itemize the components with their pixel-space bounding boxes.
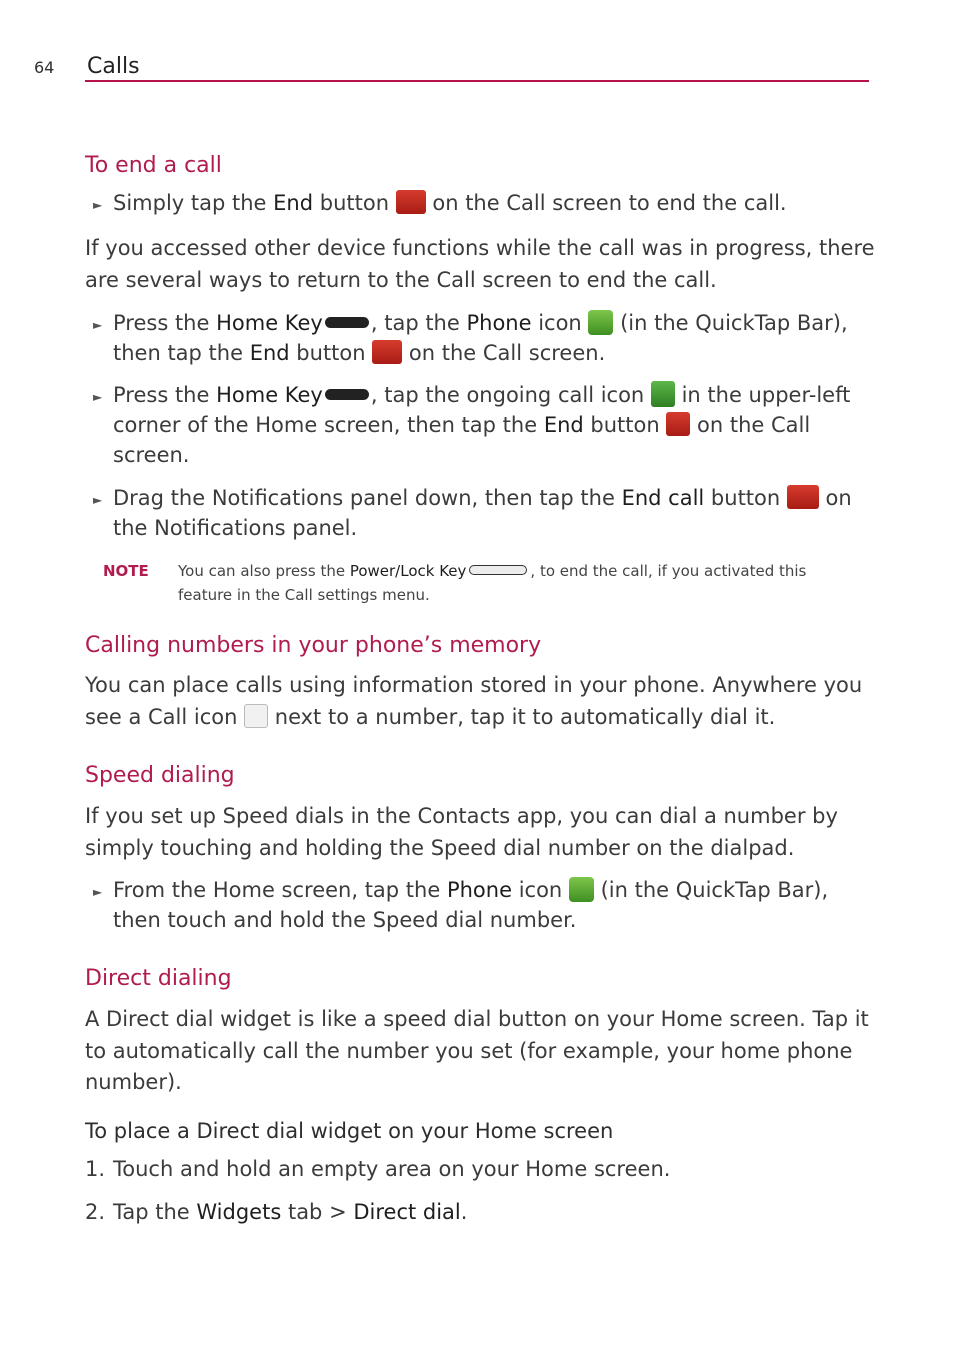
bullet-end-4-line2: the Notifications panel. xyxy=(113,516,358,540)
para-end-line1: If you accessed other device functions while the call was in progress, there xyxy=(85,236,875,260)
subheading-place-widget: To place a Direct dial widget on your Home screen xyxy=(85,1119,614,1143)
header-rule xyxy=(85,80,869,82)
end-call-icon xyxy=(666,412,690,436)
bullet-end-2-line1: Press the Home Key , tap the Phone icon (in the QuickTap Bar), xyxy=(113,311,848,335)
bullet-arrow-icon: ► xyxy=(93,198,103,212)
heading-direct-dialing: Direct dialing xyxy=(85,966,232,991)
speed-bullet-line2: then touch and hold the Speed dial number. xyxy=(113,908,577,932)
power-lock-key-icon xyxy=(469,565,527,575)
note-line1: You can also press the Power/Lock Key , to end the call, if you activated this xyxy=(178,562,807,580)
bullet-end-3-line3: screen. xyxy=(113,443,190,467)
bullet-arrow-icon: ► xyxy=(93,885,103,899)
direct-line2: to automatically call the number you set (for example, your home phone xyxy=(85,1039,853,1063)
end-call-icon xyxy=(372,340,402,364)
step-1-number: 1. xyxy=(85,1157,106,1181)
direct-line1: A Direct dial widget is like a speed dial button on your Home screen. Tap it xyxy=(85,1007,869,1031)
phone-icon xyxy=(569,877,594,902)
speed-line2: simply touching and holding the Speed dial number on the dialpad. xyxy=(85,836,795,860)
memory-line1: You can place calls using information stored in your phone. Anywhere you xyxy=(85,673,863,697)
heading-speed-dialing: Speed dialing xyxy=(85,763,235,788)
bullet-arrow-icon: ► xyxy=(93,493,103,507)
heading-memory: Calling numbers in your phone’s memory xyxy=(85,633,542,658)
step-2: Tap the Widgets tab > Direct dial. xyxy=(113,1200,468,1224)
speed-bullet-line1: From the Home screen, tap the Phone icon (in the QuickTap Bar), xyxy=(113,878,829,902)
note-label: NOTE xyxy=(103,562,149,580)
end-call-icon xyxy=(787,485,819,509)
home-key-icon xyxy=(325,317,369,328)
bullet-end-2-line2: then tap the End button on the Call screen. xyxy=(113,341,606,365)
bullet-arrow-icon: ► xyxy=(93,318,103,332)
ongoing-call-icon xyxy=(651,381,675,407)
para-end-line2: are several ways to return to the Call screen to end the call. xyxy=(85,268,717,292)
bullet-arrow-icon: ► xyxy=(93,390,103,404)
end-call-icon xyxy=(396,190,426,214)
page-number: 64 xyxy=(34,58,55,77)
memory-line2: see a Call icon next to a number, tap it to automatically dial it. xyxy=(85,705,776,729)
speed-line1: If you set up Speed dials in the Contacts app, you can dial a number by xyxy=(85,804,838,828)
note-line2: feature in the Call settings menu. xyxy=(178,586,430,604)
phone-icon xyxy=(588,310,613,335)
step-2-number: 2. xyxy=(85,1200,106,1224)
chapter-title: Calls xyxy=(87,54,140,79)
bullet-end-3-line2: corner of the Home screen, then tap the End button on the Call xyxy=(113,413,811,437)
call-icon xyxy=(244,704,268,728)
direct-line3: number). xyxy=(85,1070,182,1094)
heading-end-call: To end a call xyxy=(85,153,222,178)
bullet-end-3-line1: Press the Home Key , tap the ongoing call icon in the upper-left xyxy=(113,383,851,407)
home-key-icon xyxy=(325,389,369,400)
step-1: Touch and hold an empty area on your Home screen. xyxy=(113,1157,671,1181)
bullet-end-1: Simply tap the End button on the Call screen to end the call. xyxy=(113,191,787,215)
bullet-end-4-line1: Drag the Notifications panel down, then tap the End call button on xyxy=(113,486,852,510)
